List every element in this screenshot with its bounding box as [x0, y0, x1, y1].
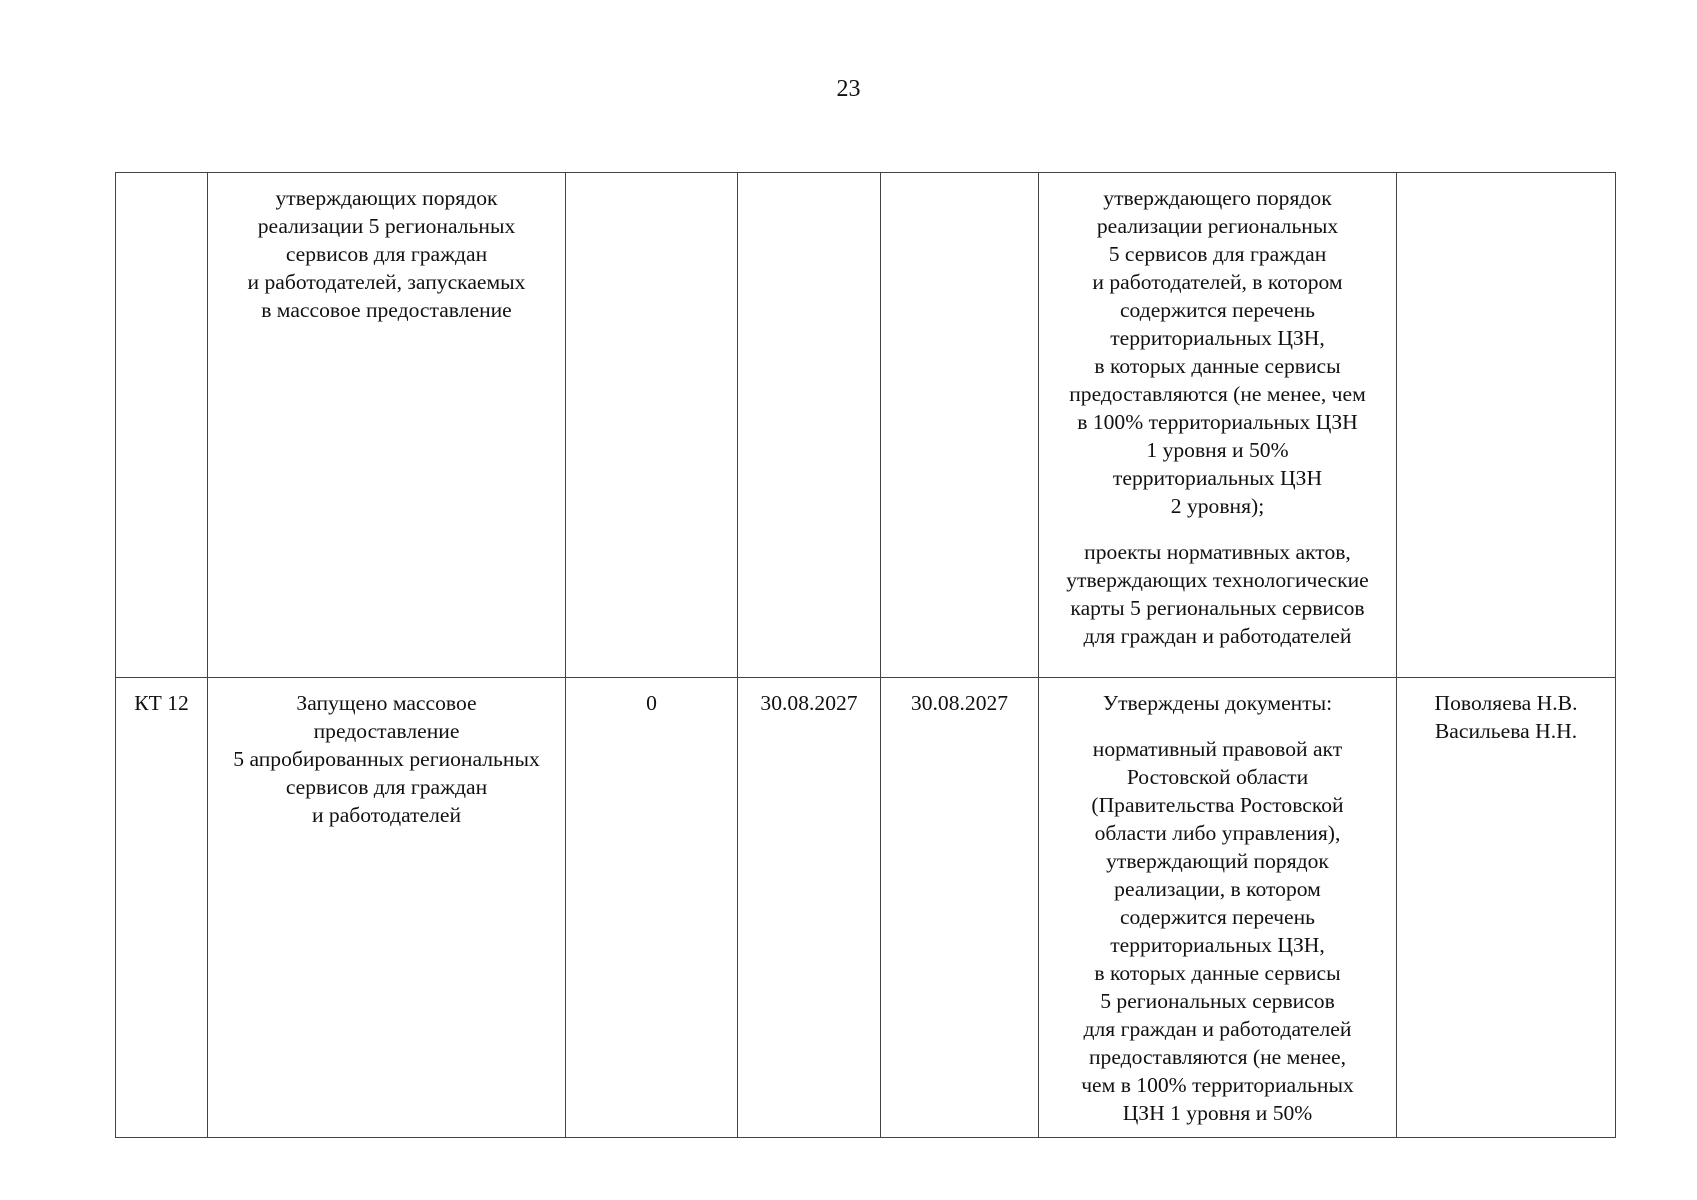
text-line: предоставляются (не менее, [1088, 1045, 1347, 1069]
cell-end-date [881, 173, 1039, 678]
text-line: предоставление [313, 719, 460, 743]
text-line: ЦЗН 1 уровня и 50% [1122, 1101, 1313, 1125]
cell-responsible [1397, 173, 1616, 678]
responsible-name: Васильева Н.Н. [1434, 719, 1578, 743]
cell-documents [1039, 173, 1397, 678]
text-line: утверждающего порядок [1103, 186, 1332, 210]
cell-code: КТ 12 [116, 678, 208, 1138]
cell-code [116, 173, 208, 678]
control-points-table [115, 172, 1616, 1138]
text-line: сервисов для граждан [285, 775, 488, 799]
text-line: в которых данные сервисы [1094, 354, 1341, 378]
text-line: в массовое предоставление [261, 298, 512, 322]
text-line: реализации 5 региональных [257, 214, 516, 238]
text-line: 5 сервисов для граждан [1108, 242, 1327, 266]
text-line: проекты нормативных актов, [1084, 540, 1351, 564]
text-line: территориальных ЦЗН, [1110, 326, 1325, 350]
table-row [116, 173, 1616, 678]
text-line: утверждающих порядок [275, 186, 498, 210]
document-paragraph [1043, 735, 1392, 1127]
document-paragraph [1043, 538, 1392, 650]
text-line: 5 региональных сервисов [1100, 989, 1335, 1013]
text-line: утверждающих технологические [1066, 568, 1369, 592]
text-line: Запущено массовое [296, 691, 477, 715]
text-line: содержится перечень [1119, 298, 1316, 322]
text-line: (Правительства Ростовской [1091, 793, 1344, 817]
document-paragraph [1043, 184, 1392, 520]
cell-base-value: 0 [566, 678, 738, 1138]
cell-name [208, 678, 566, 1138]
text-line: и работодателей, в котором [1092, 270, 1343, 294]
text-line: содержится перечень [1119, 905, 1316, 929]
cell-start-date: 30.08.2027 [738, 678, 881, 1138]
text-line: реализации региональных [1096, 214, 1339, 238]
text-line: 2 уровня); [1170, 494, 1265, 518]
cell-start-date [738, 173, 881, 678]
text-line: и работодателей [311, 803, 462, 827]
page-number: 23 [836, 76, 861, 102]
text-line: в 100% территориальных ЦЗН [1077, 410, 1358, 434]
text-line: Ростовской области [1126, 765, 1309, 789]
text-line: карты 5 региональных сервисов [1070, 596, 1365, 620]
text-line: области либо управления), [1094, 821, 1341, 845]
responsible-name: Поволяева Н.В. [1434, 691, 1578, 715]
cell-responsible [1397, 678, 1616, 1138]
text-line: территориальных ЦЗН, [1110, 933, 1325, 957]
text-line: для граждан и работодателей [1083, 624, 1352, 648]
text-line: территориальных ЦЗН [1112, 466, 1323, 490]
text-line: 5 апробированных региональных [233, 747, 540, 771]
text-line: и работодателей, запускаемых [247, 270, 526, 294]
text-line: предоставляются (не менее, чем [1069, 382, 1366, 406]
text-line: Утверждены документы: [1102, 691, 1333, 715]
text-line: чем в 100% территориальных [1081, 1073, 1354, 1097]
cell-end-date: 30.08.2027 [881, 678, 1039, 1138]
text-line: в которых данные сервисы [1094, 961, 1341, 985]
cell-base-value [566, 173, 738, 678]
text-line: утверждающий порядок [1106, 849, 1329, 873]
table-row [116, 678, 1616, 1138]
text-line: нормативный правовой акт [1092, 737, 1343, 761]
text-line: реализации, в котором [1114, 877, 1321, 901]
cell-documents [1039, 678, 1397, 1138]
text-line: для граждан и работодателей [1083, 1017, 1352, 1041]
cell-name [208, 173, 566, 678]
text-line: сервисов для граждан [285, 242, 488, 266]
document-paragraph [1043, 689, 1392, 717]
text-line: 1 уровня и 50% [1146, 438, 1289, 462]
